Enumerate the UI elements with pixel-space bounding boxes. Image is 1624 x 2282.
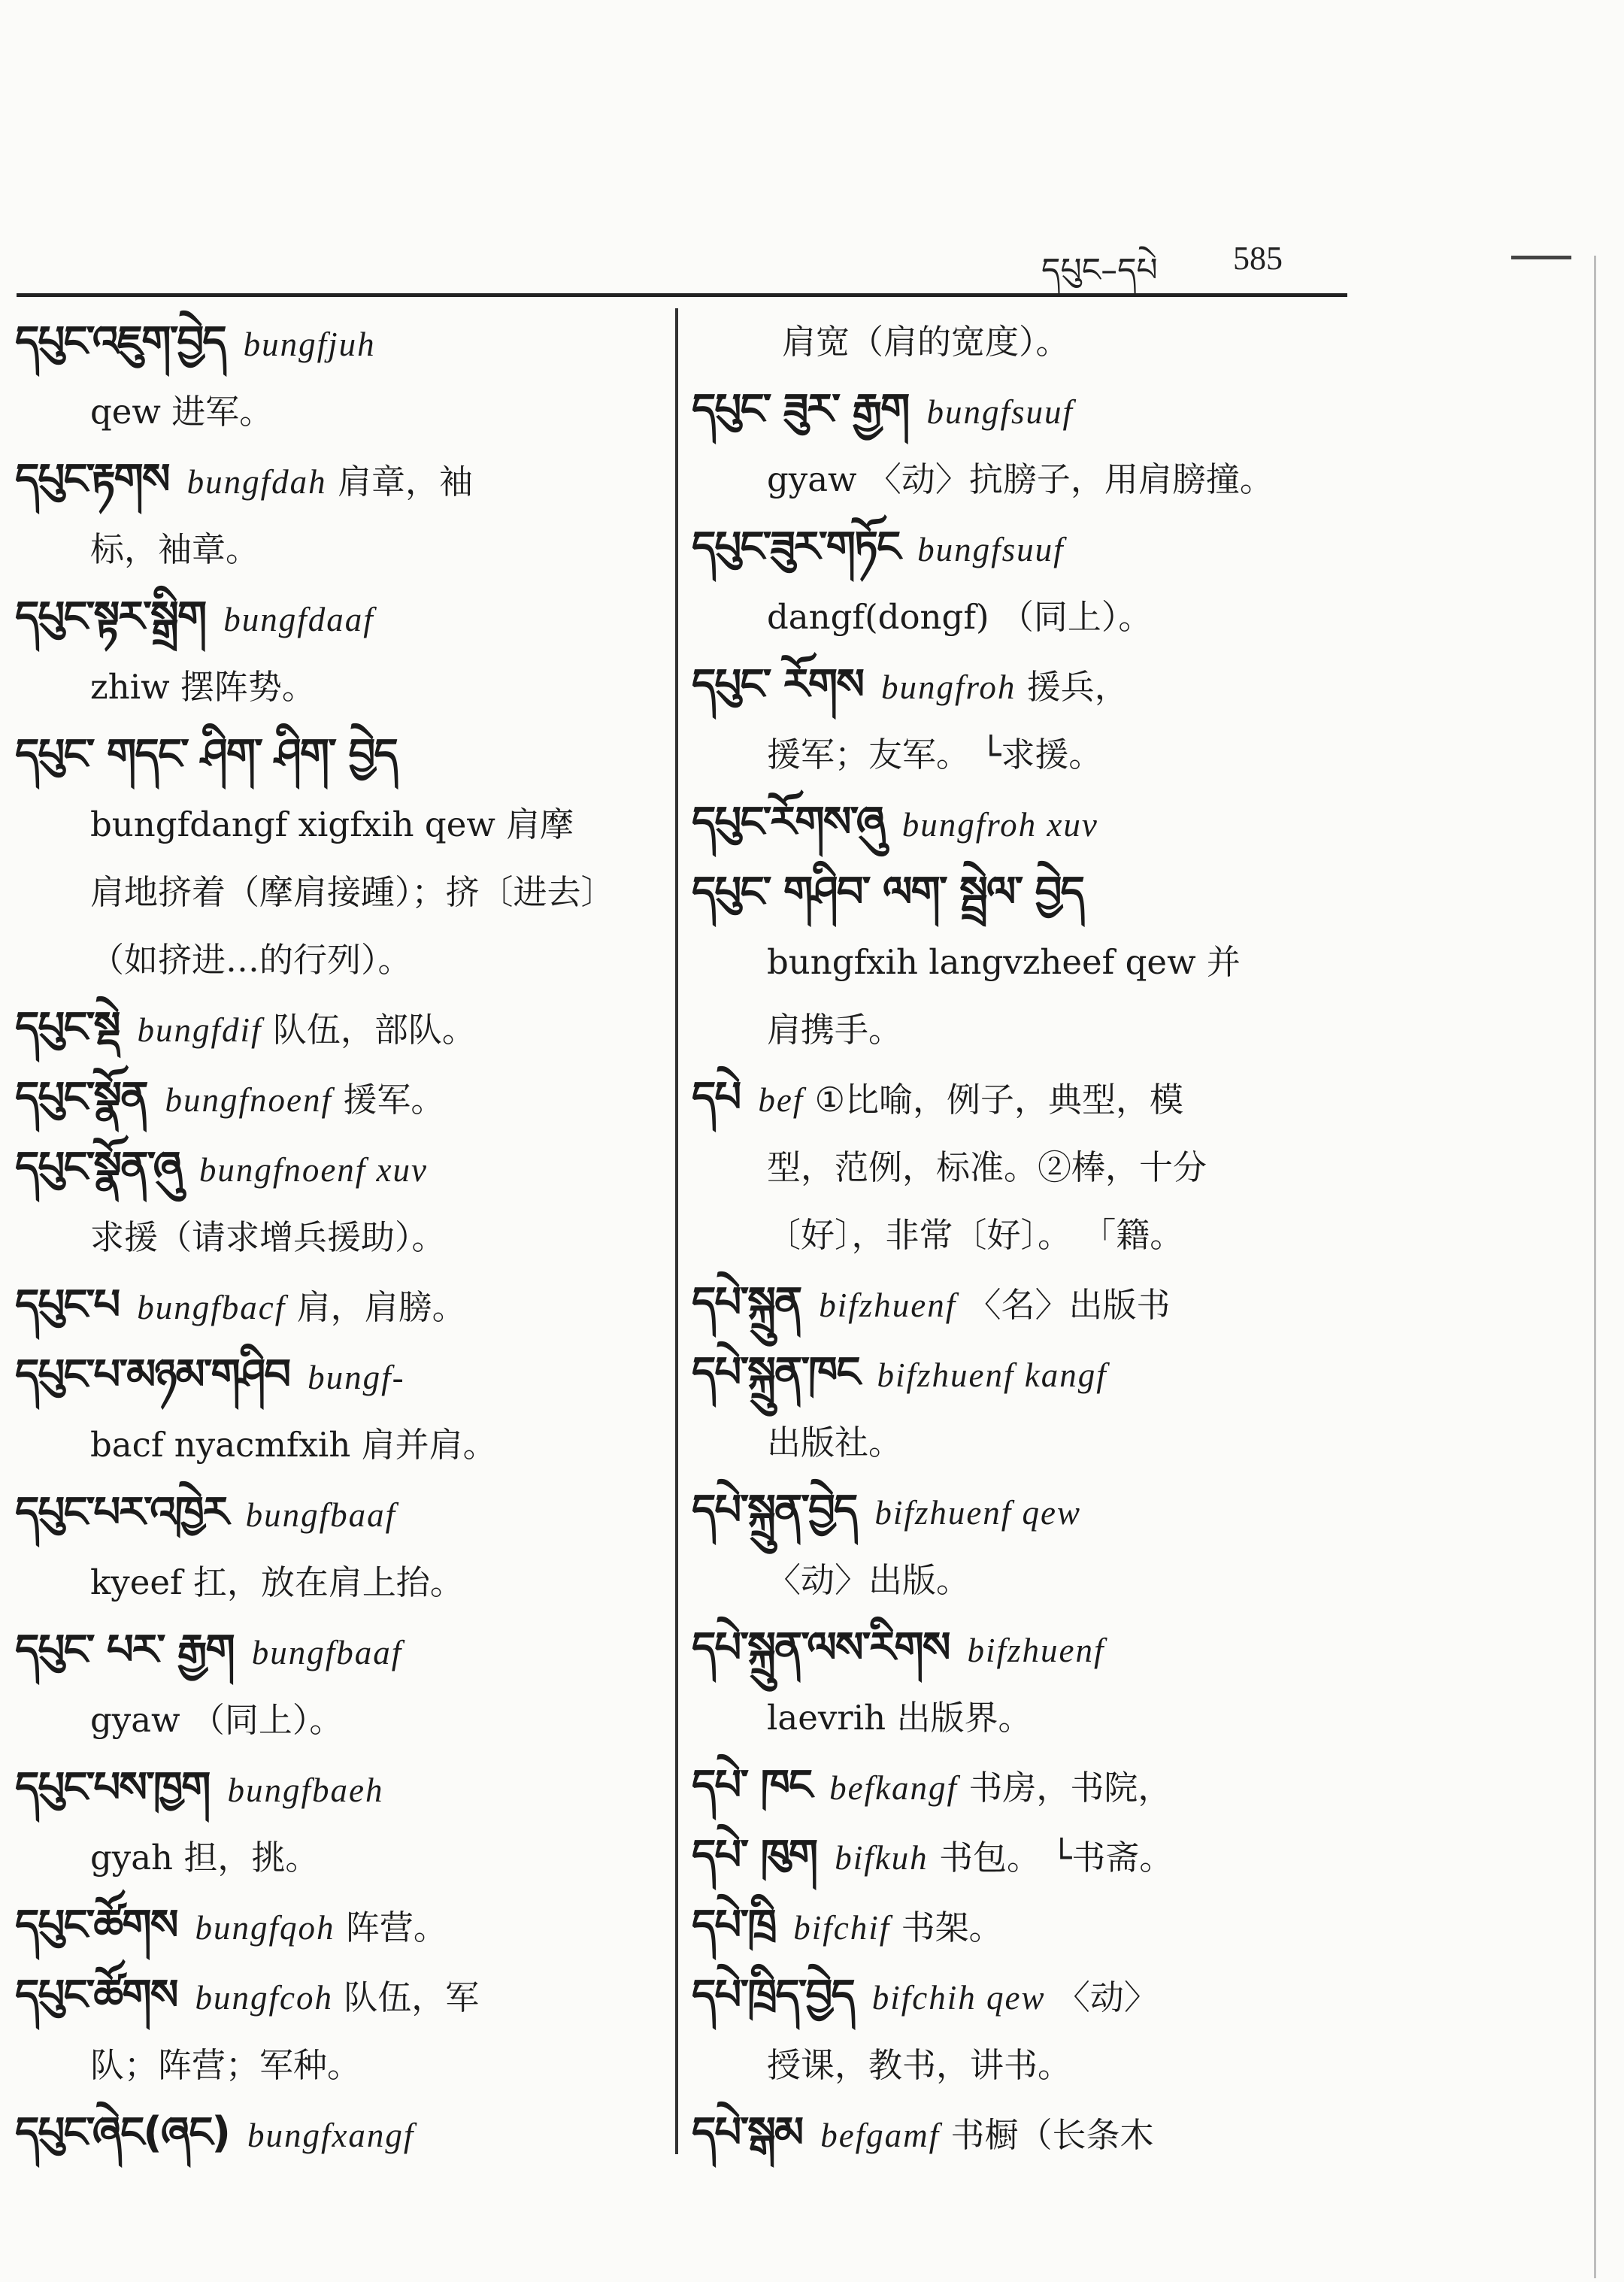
entry-first-line [15, 721, 662, 791]
entry-first-line [692, 514, 1338, 583]
headword-romanization: bungfroh [881, 668, 1017, 706]
dictionary-entry [692, 514, 1338, 651]
entry-first-line [692, 651, 1338, 721]
entry-first-line [692, 2099, 1338, 2169]
gloss: 〈动〉 [1056, 1977, 1158, 2017]
headword-romanization: bifchih qew [871, 1979, 1046, 2017]
entry-first-line [15, 1754, 662, 1824]
headword-romanization: befkangf [829, 1769, 959, 1807]
entry-first-line [692, 1822, 1338, 1892]
headword-tibetan: དཔུང་སྟར་སྒྲིག [15, 592, 206, 641]
entry-first-line [15, 1064, 662, 1134]
dictionary-entry [692, 789, 1338, 859]
headword-tibetan: དཔུང་སྡེ [15, 1003, 120, 1052]
headword-romanization: bungfbaaf [251, 1634, 403, 1671]
entry-first-line [15, 1134, 662, 1204]
dictionary-entry [692, 2099, 1338, 2169]
gloss: 肩，肩膀。 [296, 1287, 466, 1327]
dictionary-entry [15, 583, 662, 721]
margin-edge-line [1594, 256, 1596, 2278]
entry-first-line [15, 2099, 662, 2169]
headword-romanization: bungfqoh [195, 1909, 335, 1947]
gloss: 阵营。 [345, 1908, 447, 1947]
dictionary-entry [15, 1617, 662, 1754]
definition-line: bungfxih langvzheef qew 并 [767, 942, 1241, 982]
headword-romanization: bungfcoh [195, 1979, 333, 2017]
entry-first-line [692, 789, 1338, 859]
headword-tibetan: དཔུང་ཟུར་གཏོང [692, 523, 900, 571]
headword-romanization: bungfroh xuv [901, 806, 1098, 844]
running-head: དཔུང–དཔེ [1041, 251, 1158, 289]
headword-tibetan: དཔེ་ཁྲི [692, 1901, 776, 1950]
headword-tibetan: དཔུང་པ་མཉམ་གཤིབ [15, 1350, 290, 1399]
headword-tibetan: དཔུང་ རོགས [692, 660, 864, 709]
headword-tibetan: དཔེ་ཁྲིད་བྱེད [692, 1971, 854, 2020]
headword-tibetan: དཔེ་སྐྲུན་བྱེད [692, 1486, 857, 1535]
entry-first-line [15, 308, 662, 378]
definition-line: gyaw （同上）。 [90, 1700, 344, 1740]
dictionary-entry [15, 1341, 662, 1479]
gloss: ①比喻，例子，典型，模 [814, 1080, 1183, 1120]
dictionary-entry [692, 859, 1338, 1064]
dictionary-entry [692, 1614, 1338, 1752]
headword-tibetan: དཔེ་སྐྲུན་ལས་རིགས [692, 1623, 950, 1672]
definition-line: kyeef 扛，放在肩上抬。 [90, 1562, 464, 1602]
dictionary-entry [692, 651, 1338, 789]
entry-first-line [692, 1477, 1338, 1547]
headword-tibetan: དཔེ་ ཁུག [692, 1831, 817, 1880]
dictionary-entry [15, 1962, 662, 2099]
entry-first-line [15, 994, 662, 1064]
headword-romanization: bungfxangf [247, 2117, 415, 2154]
headword-tibetan: དཔུང་ གདང་ ཤིག་ ཤིག་ བྱེད [15, 730, 397, 779]
headword-romanization: bungfjuh [243, 326, 376, 363]
dictionary-entry [15, 721, 662, 994]
headword-romanization: bifzhuenf qew [874, 1494, 1082, 1532]
headword-tibetan: དཔེ་ ཁང [692, 1761, 812, 1810]
dictionary-entry [15, 1892, 662, 1962]
entry-first-line [692, 1962, 1338, 2032]
headword-romanization: bifkuh [835, 1839, 929, 1877]
dictionary-entry [15, 1064, 662, 1134]
dictionary-entry [15, 1479, 662, 1617]
headword-tibetan: དཔུང་ཞེང(ཞང) [15, 2108, 229, 2157]
definition-line: zhiw 摆阵势。 [90, 667, 316, 707]
headword-romanization: bungfbacf [137, 1289, 286, 1326]
dictionary-entry [692, 1477, 1338, 1614]
definition-line: 求援（请求增兵援助）。 [90, 1217, 446, 1257]
definition-line: 〔好〕，非常〔好〕。 「籍。 [767, 1215, 1184, 1255]
headword-romanization: bungfdaaf [223, 601, 374, 638]
gloss: 书橱（长条木 [950, 2115, 1154, 2155]
headword-tibetan: དཔུང་རྟགས [15, 455, 169, 504]
headword-tibetan: དཔུང་ཚོགས [15, 1971, 177, 2020]
definition-line: bungfdangf xigfxih qew 肩摩 [90, 805, 574, 844]
headword-tibetan: དཔུང་རོགས་ཞུ [692, 798, 884, 847]
gloss: 书架。 [901, 1908, 1003, 1947]
dictionary-entry [15, 1754, 662, 1892]
dictionary-entry [692, 1752, 1338, 1822]
entry-first-line [692, 859, 1338, 929]
dictionary-entry [692, 308, 1338, 376]
dictionary-entry [692, 376, 1338, 514]
entry-first-line [692, 1269, 1338, 1339]
entry-first-line [15, 1479, 662, 1549]
entry-first-line [692, 376, 1338, 446]
entry-first-line [15, 1271, 662, 1341]
header-rule [17, 293, 1347, 297]
definition-line: 队；阵营；军种。 [90, 2045, 362, 2085]
headword-romanization: bifzhuenf [819, 1286, 957, 1324]
dictionary-entry [15, 1134, 662, 1271]
dictionary-entry [692, 1822, 1338, 1892]
entry-first-line [15, 1962, 662, 2032]
entry-first-line [692, 1339, 1338, 1409]
entry-first-line [15, 1617, 662, 1686]
right-column [692, 308, 1338, 2169]
definition-line: 援军；友军。 └求援。 [767, 735, 1103, 774]
definition-line: 〈动〉出版。 [767, 1560, 971, 1600]
headword-tibetan: དཔུང་སྣོན་ཞུ [15, 1143, 181, 1192]
headword-tibetan: དཔེ་སྐྲུན་ཁང [692, 1348, 859, 1397]
headword-tibetan: དཔེ [692, 1073, 741, 1122]
headword-tibetan: དཔུང་ཚོགས [15, 1901, 177, 1950]
gloss: 肩章，袖 [337, 462, 473, 502]
left-column [15, 308, 662, 2169]
definition-line: gyah 担，挑。 [90, 1838, 320, 1877]
headword-romanization: bifzhuenf kangf [877, 1356, 1107, 1394]
definition-line: 出版社。 [767, 1423, 903, 1462]
definition-line: laevrih 出版界。 [767, 1698, 1032, 1738]
headword-tibetan: དཔེ་སྐྲུན [692, 1278, 801, 1327]
entry-first-line [692, 1892, 1338, 1962]
headword-tibetan: དཔུང་ ཟུར་ རྒྱག [692, 385, 909, 434]
definition-line: gyaw 〈动〉抗膀子，用肩膀撞。 [767, 459, 1274, 499]
definition-line: 型，范例，标准。②棒，十分 [767, 1147, 1207, 1187]
definition-line: qew 进军。 [90, 392, 274, 432]
headword-romanization: bungfdif [137, 1011, 262, 1049]
definition-line: （如挤进…的行列）。 [90, 940, 412, 980]
headword-romanization: bef [758, 1081, 804, 1119]
headword-romanization: bungfbaeh [227, 1771, 384, 1809]
headword-romanization: bifzhuenf [967, 1632, 1105, 1669]
gloss: 书包。 └书斋。 [939, 1838, 1174, 1877]
headword-tibetan: དཔུང་ པར་ རྒྱག [15, 1626, 234, 1674]
headword-romanization: bungfdah [186, 463, 327, 501]
gloss: 援兵， [1026, 667, 1129, 707]
dictionary-entry [692, 1269, 1338, 1339]
definition-line: 肩宽（肩的宽度）。 [782, 322, 1070, 362]
entry-first-line [692, 1752, 1338, 1822]
margin-mark [1511, 256, 1571, 259]
dictionary-entry [692, 1339, 1338, 1477]
headword-romanization: bungf- [308, 1359, 405, 1396]
entry-first-line [692, 1064, 1338, 1134]
entry-first-line [15, 446, 662, 516]
headword-tibetan: དཔུང་སྣོན [15, 1073, 147, 1122]
dictionary-entry [15, 1271, 662, 1341]
definition-line: 肩携手。 [767, 1010, 903, 1050]
entry-first-line [692, 1614, 1338, 1684]
definition-line: 标，袖章。 [90, 529, 260, 569]
headword-romanization: bungfnoenf xuv [198, 1151, 429, 1189]
headword-tibetan: དཔུང་ གཤིབ་ ལག་ སྦྲེལ་ བྱེད [692, 868, 1083, 917]
entry-first-line [15, 1892, 662, 1962]
gloss: 书房，书院， [968, 1768, 1172, 1808]
headword-romanization: befgamf [820, 2117, 941, 2154]
entry-first-line [15, 1341, 662, 1411]
gloss: 队伍，军 [344, 1977, 480, 2017]
headword-tibetan: དཔུང་པས་ཁྱག [15, 1763, 210, 1812]
entry-first-line [15, 583, 662, 653]
headword-romanization: bifchif [793, 1909, 891, 1947]
gloss: 援军。 [343, 1080, 445, 1120]
headword-tibetan: དཔུང་པ [15, 1280, 120, 1329]
definition-line: dangf(dongf) （同上）。 [767, 597, 1153, 637]
headword-romanization: bungfsuuf [926, 393, 1074, 431]
headword-tibetan: དཔུང་འཇུག་བྱེད [15, 317, 226, 366]
definition-line: 授课，教书，讲书。 [767, 2045, 1072, 2085]
definition-line: bacf nyacmfxih 肩并肩。 [90, 1425, 497, 1465]
headword-romanization: bungfbaaf [245, 1496, 397, 1534]
headword-romanization: bungfnoenf [165, 1081, 333, 1119]
dictionary-entry [15, 2099, 662, 2169]
dictionary-entry [15, 446, 662, 583]
dictionary-entry [15, 994, 662, 1064]
dictionary-entry [15, 308, 662, 446]
dictionary-entry [692, 1892, 1338, 1962]
headword-tibetan: དཔུང་པར་འཁྱེར [15, 1488, 228, 1537]
column-divider [675, 308, 678, 2154]
headword-tibetan: དཔེ་སྒམ [692, 2108, 803, 2157]
page-number: 585 [1233, 240, 1283, 277]
gloss: 〈名〉出版书 [967, 1285, 1171, 1325]
dictionary-entry [692, 1962, 1338, 2099]
headword-romanization: bungfsuuf [917, 531, 1065, 568]
definition-line: 肩地挤着（摩肩接踵）；挤〔进去〕 [90, 872, 615, 912]
gloss: 队伍，部队。 [272, 1010, 476, 1050]
dictionary-entry [692, 1064, 1338, 1269]
